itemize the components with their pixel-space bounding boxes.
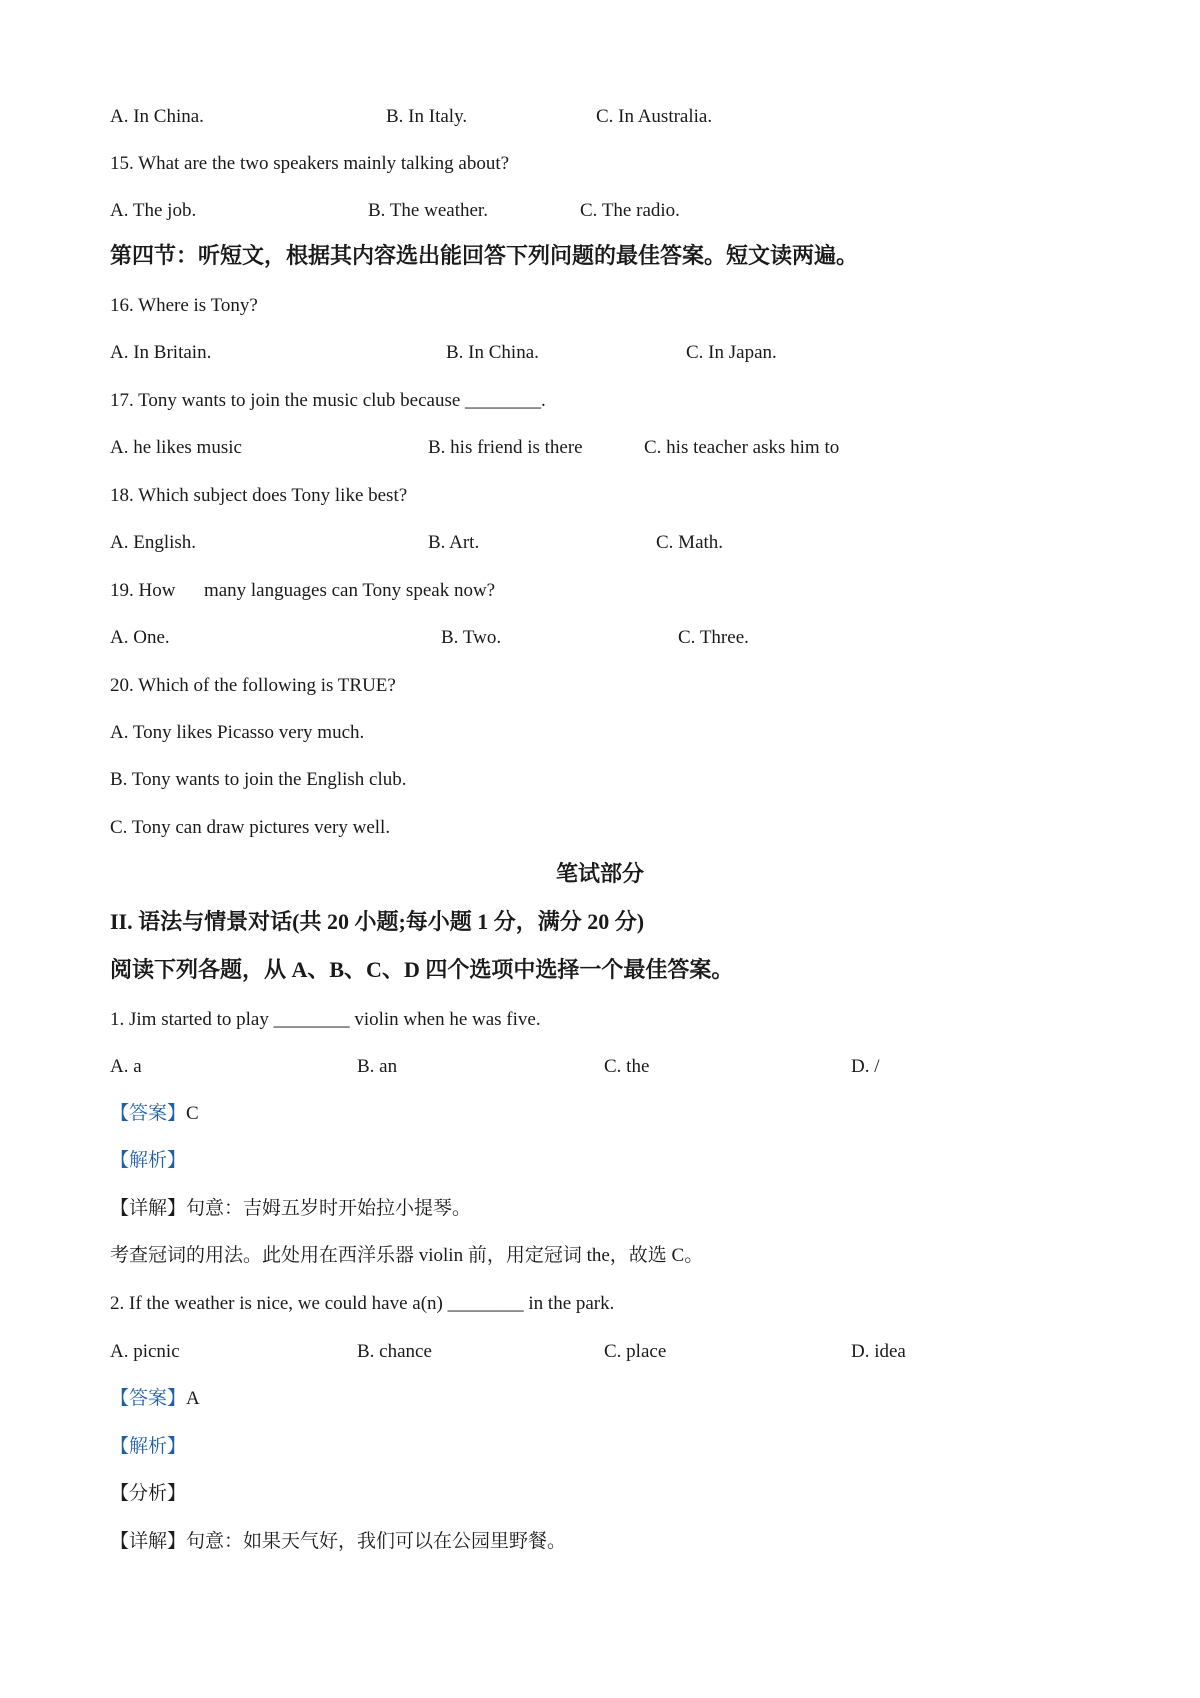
q14-option-a: A. In China. — [110, 106, 204, 127]
w2-option-b: B. chance — [357, 1341, 432, 1362]
q16-option-c: C. In Japan. — [686, 342, 777, 363]
w1-explanation: 考查冠词的用法。此处用在西洋乐器 violin 前，用定冠词 the，故选 C。 — [110, 1245, 704, 1266]
q18-option-b: B. Art. — [428, 532, 480, 553]
q16-question: 16. Where is Tony? — [110, 295, 258, 316]
w1-option-c: C. the — [604, 1056, 650, 1077]
q16-option-a: A. In Britain. — [110, 342, 212, 363]
q20-option-a: A. Tony likes Picasso very much. — [110, 722, 365, 743]
q17-option-a: A. he likes music — [110, 437, 242, 458]
w1-option-b: B. an — [357, 1056, 398, 1077]
w1-analysis — [110, 1149, 186, 1173]
w2-fenxi: 【分析】 — [110, 1483, 187, 1504]
answer-tag: 【答案】 — [110, 1103, 187, 1124]
w2-answer — [110, 1387, 200, 1411]
q20-option-c: C. Tony can draw pictures very well. — [110, 817, 391, 838]
answer-tag: 【答案】 — [110, 1388, 187, 1409]
q19-question: 19. How many languages can Tony speak now? — [110, 580, 496, 601]
w1-option-a: A. a — [110, 1056, 142, 1077]
analysis-tag: 【解析】 — [110, 1436, 187, 1457]
answer-value: C — [186, 1103, 199, 1124]
q17-option-b: B. his friend is there — [428, 437, 583, 458]
q19-option-b: B. Two. — [441, 627, 502, 648]
q18-option-a: A. English. — [110, 532, 197, 553]
w2-question: 2. If the weather is nice, we could have a(n) ________ in the park. — [110, 1293, 615, 1314]
q19-option-c: C. Three. — [678, 627, 749, 648]
part2-instruction: 阅读下列各题，从 A、B、C、D 四个选项中选择一个最佳答案。 — [110, 957, 734, 982]
w2-detail: 【详解】句意：如果天气好，我们可以在公园里野餐。 — [110, 1531, 567, 1552]
q14-option-c: C. In Australia. — [596, 106, 713, 127]
part2-heading: II. 语法与情景对话(共 20 小题;每小题 1 分，满分 20 分) — [110, 909, 645, 934]
q17-question: 17. Tony wants to join the music club because ________. — [110, 390, 546, 411]
q15-question: 15. What are the two speakers mainly talking about? — [110, 153, 510, 174]
q20-question: 20. Which of the following is TRUE? — [110, 675, 396, 696]
section4-heading: 第四节：听短文，根据其内容选出能回答下列问题的最佳答案。短文读两遍。 — [110, 243, 859, 268]
q18-question: 18. Which subject does Tony like best? — [110, 485, 408, 506]
w2-option-d: D. idea — [851, 1341, 906, 1362]
q17-option-c: C. his teacher asks him to — [644, 437, 840, 458]
q15-option-c: C. The radio. — [580, 200, 680, 221]
q15-option-b: B. The weather. — [368, 200, 488, 221]
w1-detail: 【详解】句意：吉姆五岁时开始拉小提琴。 — [110, 1198, 472, 1219]
w1-option-d: D. / — [851, 1056, 880, 1077]
q14-option-b: B. In Italy. — [386, 106, 468, 127]
q18-option-c: C. Math. — [656, 532, 724, 553]
w2-option-a: A. picnic — [110, 1341, 180, 1362]
written-section-title: 笔试部分 — [555, 861, 644, 886]
q20-option-b: B. Tony wants to join the English club. — [110, 769, 407, 790]
q16-option-b: B. In China. — [446, 342, 539, 363]
analysis-tag: 【解析】 — [110, 1150, 187, 1171]
answer-value: A — [186, 1388, 200, 1409]
q15-option-a: A. The job. — [110, 200, 197, 221]
w2-option-c: C. place — [604, 1341, 667, 1362]
w2-analysis — [110, 1435, 186, 1459]
w1-question: 1. Jim started to play ________ violin when he was five. — [110, 1009, 541, 1030]
w1-answer — [110, 1102, 199, 1126]
q19-option-a: A. One. — [110, 627, 170, 648]
